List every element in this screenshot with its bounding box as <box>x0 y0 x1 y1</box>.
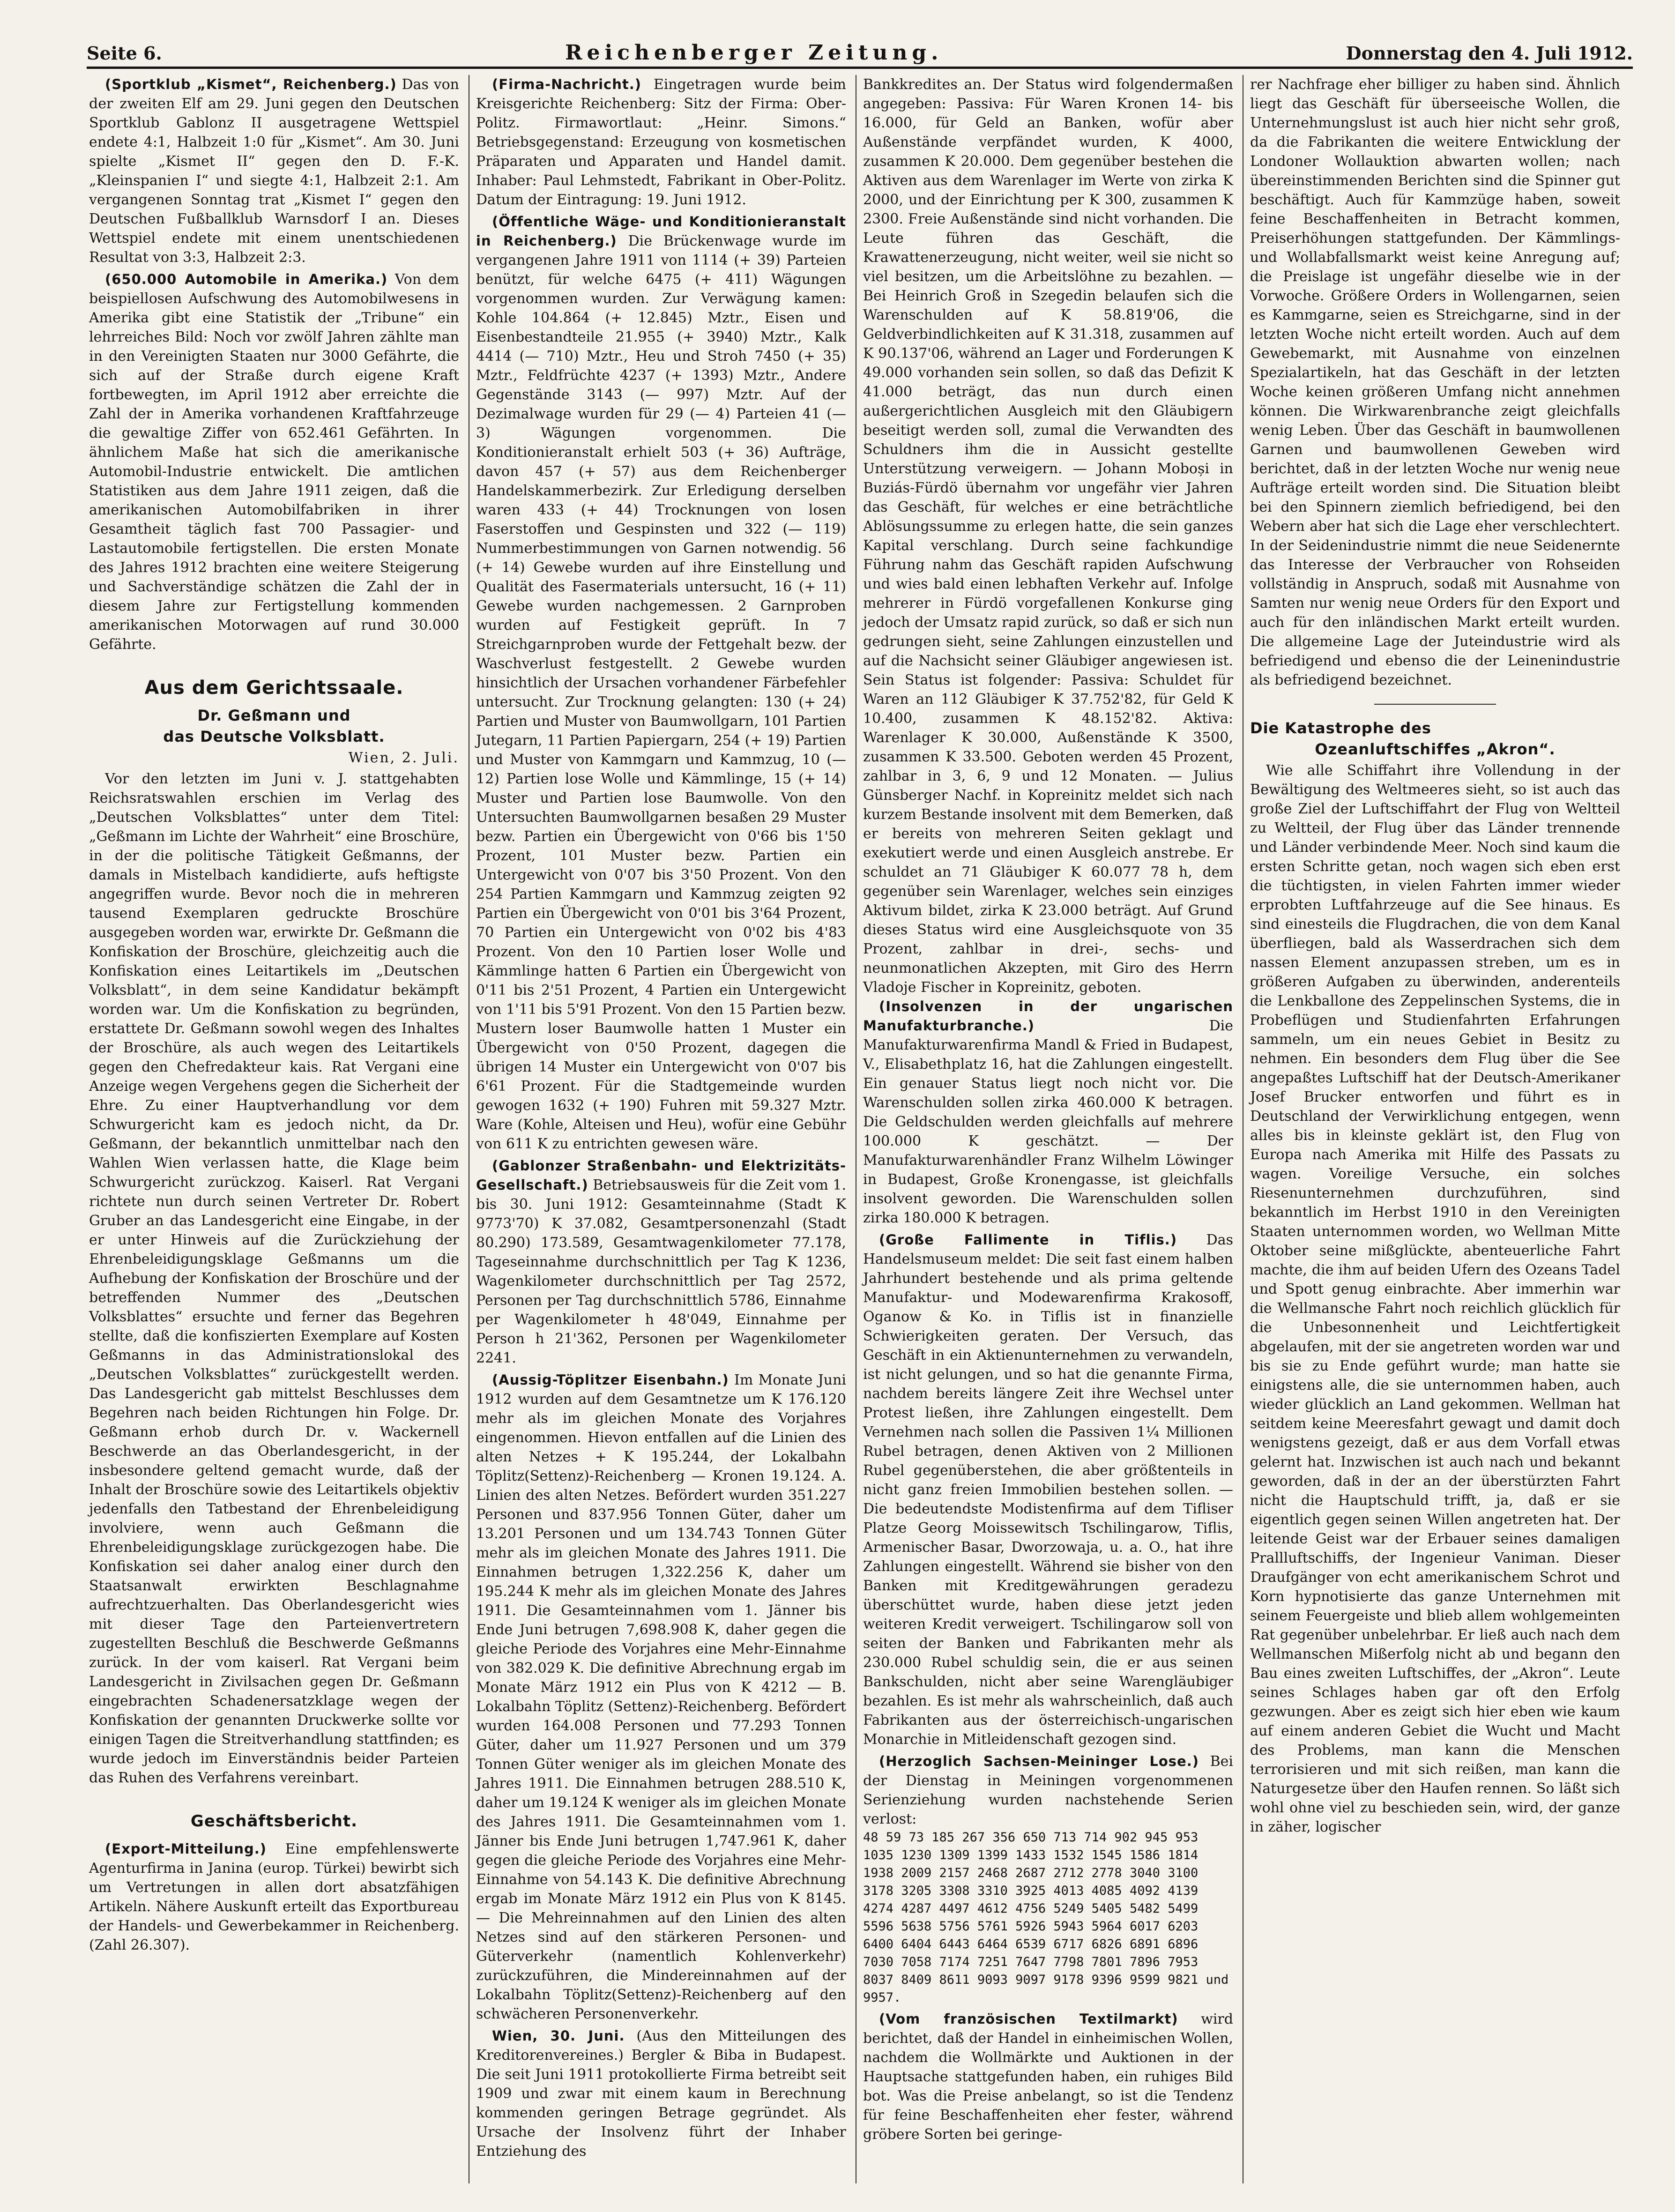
article-kismet <box>89 75 459 267</box>
dateline: Wien, 2. Juli. <box>348 750 459 766</box>
article-body: Die Manufakturwarenfirma Mandl & Fried in Budapest, V., Elisabethplatz 16, hat die Zahlungen eingestellt. Ein genauer Status liegt noch nicht vor. Die Warenschulden sollen zirka 460.000 K betragen. Die Geldschulden werden gleichfalls auf mehrere 100.000 K geschätzt. — Der Manufakturwarenhändler Franz Wilhelm Löwinger in Budapest, Große Kronengasse, ist gleichfalls insolvent geworden. Die Warenschulden sollen zirka 180.000 K betragen. <box>863 1018 1233 1226</box>
article-body: Eine empfehlenswerte Agenturfirma in Janina (europ. Türkei) bewirbt sich um Vertretungen in allen dort absatzfähigen Artikeln. Nähere Auskunft erteilt das Exportbureau der Handels- und Gewerbekammer in Reichenberg. (Zahl 26.307). <box>89 1841 459 1953</box>
article-wien <box>476 2026 846 2161</box>
article-body: Das Handelsmuseum meldet: Die seit fast einem halben Jahrhundert bestehende und als prima geltende Manufaktur- und Modewarenfirma Krakosoff, Oganow & Ko. in Tiflis ist in finanzielle Schwierigkeiten geraten. Der Versuch, das Geschäft in ein Aktienunternehmen zu verwandeln, ist nicht gelungen, und so hat die genannte Firma, nachdem bereits längere Zeit ihre Wechsel unter Protest ließen, ihre Zahlungen eingestellt. Dem Vernehmen nach sollen die Passiven 1¼ Millionen Rubel betragen, denen Aktiven von 2 Millionen Rubel gegenüberstehen, die aber größtenteils in nicht ganz freien Immobilien bestehen sollen. — Die bedeutendste Modistenfirma auf dem Tifliser Platze Georg Moissewitsch Tschilingarow, Tiflis, Armenischer Basar, Dworzowaja, u. a. O., hat ihre Zahlungen eingestellt. Während sie bisher von den Banken mit Kreditgewährungen geradezu überschüttet wurde, haben diese jetzt jeden weiteren Kredit verweigert. Tschilingarow soll von seiten der Banken und Fabrikanten mehr als 230.000 Rubel schuldig sein, die er aus seinen Bankschulden, nicht aber seine Warengläubiger bezahlen. Es ist mehr als wahrscheinlich, daß auch Fabrikanten aus der österreichisch-ungarischen Monarchie in Mitleidenschaft gezogen sind. <box>863 1232 1234 1748</box>
article-meininger <box>863 1752 1236 2007</box>
article-heading: (Insolvenzen in der ungarischen Manufakturbranche.) <box>863 998 1233 1034</box>
column-4 <box>1250 75 1620 2188</box>
page-number: Seite 6. <box>87 43 162 64</box>
article-heading: (Sportklub „Kismet“, Reichenberg.) <box>105 76 397 92</box>
article-heading: (650.000 Automobile in Amerika.) <box>105 271 388 287</box>
article-gablonz <box>476 1156 846 1368</box>
masthead <box>87 37 1633 69</box>
article-heading: (Große Fallimente in Tiflis.) <box>879 1232 1177 1248</box>
column-1 <box>89 75 459 2188</box>
column-2 <box>476 75 846 2188</box>
article-automobile <box>89 270 459 654</box>
case-title-line-1: Dr. Geßmann und <box>197 707 351 724</box>
article-body: Die Brückenwage wurde im vergangenen Jahre 1911 von 1114 (+ 39) Parteien benützt, für welche 6475 (+ 411) Wägungen vorgenommen wurden. Zur Verwägung kamen: Kohle 104.864 (+ 12.845) Mztr., Eisen und Eisenbestandteile 21.955 (+ 3940) Mztr., Kalk 4414 (— 710) Mztr., Heu und Stroh 7450 (+ 35) Mztr., Feldfrüchte 4237 (+ 1393) Mztr., Andere Gegenstände 3143 (— 997) Mztr. Auf der Dezimalwage wurden für 29 (— 4) Parteien 41 (— 3) Wägungen vorgenommen. Die Konditionieranstalt erhielt 503 (+ 36) Aufträge, davon 457 (+ 57) aus dem Reichenberger Handelskammerbezirk. Zur Erledigung derselben waren 433 (+ 44) Trocknungen von losen Faserstoffen und Gespinsten und 322 (— 119) Nummerbestimmungen von Garnen notwendig. 56 (+ 14) Gewebe wurden auf ihre Einstellung und Qualität des Fasermaterials untersucht, 16 (+ 11) Gewebe wurden nachgemessen. 2 Garnproben wurden auf Festigkeit geprüft. In 7 Streichgarnproben wurde der Fettgehalt bezw. der Waschverlust festgestellt. 2 Gewebe wurden hinsichtlich der Ursachen vorhandener Färbefehler untersucht. Zur Trocknung gelangten: 130 (+ 24) Partien und Muster von Baumwollgarn, 101 Partien Jutegarn, 11 Partien Papiergarn, 254 (+ 19) Partien und Muster von Kammgarn und Kammzug, 10 (— 12) Partien lose Wolle und Kämmlinge, 15 (+ 14) Muster und Partien lose Baumwolle. Von den Untersuchten Baumwollgarnen besaßen 29 Muster bezw. Partien ein Übergewicht von 0'66 bis 1'50 Prozent, 101 Muster bezw. Partien ein Untergewicht von 0'07 bis 3'50 Prozent. Von den 254 Partien Kammgarn und Kammzug zeigten 92 Partien ein Übergewicht von 0'01 bis 3'64 Prozent, 70 Partien ein Untergewicht von 0'02 bis 4'83 Prozent. Von den 10 Partien loser Wolle und Kämmlinge hatten 6 Partien ein Übergewicht von 0'11 bis 2'51 Prozent, 4 Partien ein Untergewicht von 1'11 bis 5'91 Prozent. Von den 15 Partien bezw. Mustern loser Baumwolle hatten 1 Muster ein Übergewicht von 0'50 Prozent, dagegen die übrigen 14 Muster ein Untergewicht von 0'07 bis 6'61 Prozent. Für die Stadtgemeinde wurden gewogen 1632 (+ 190) Fuhren mit 59.327 Mztr. Ware (Kohle, Alteisen und Heu), wofür eine Gebühr von 611 K zu entrichten gewesen wäre. <box>476 233 846 1152</box>
article-heading: (Öffentliche Wäge- und Konditionieranstalt in Reichenberg.) <box>476 214 846 249</box>
article-body-continued: rer Nachfrage eher billiger zu haben sind. Ähnlich liegt das Geschäft für überseeische Wollen, die Unternehmungslust ist auch hier nicht sehr groß, da die Fabrikanten die weitere Entwicklung der Londoner Wollauktion abwarten wollen; nach übereinstimmenden Berichten sind die Spinner gut beschäftigt. Auch für Kammzüge haben, soweit feine Beschaffenheiten in Betracht kommen, Preiserhöhungen stattgefunden. Der Kämmlings- und Wollabfallsmarkt weist keine Anregung auf; die Preislage ist ungefähr dieselbe wie in der Vorwoche. Größere Orders in Wollengarnen, seien es Kammgarne, seien es Streichgarne, sind in der letzten Woche nicht erteilt worden. Auch auf dem Gewebemarkt, mit Ausnahme von einzelnen Spezialartikeln, hat das Geschäft in der letzten Woche keinen größeren Umfang nicht annehmen können. Die Wirkwarenbranche zeigt gleichfalls wenig Leben. Über das Geschäft in baumwollenen Garnen und baumwollenen Geweben wird berichtet, daß in der letzten Woche nur wenig neue Aufträge erteilt worden sind. Die Situation bleibt bei den Spinnern ziemlich befriedigend, bei den Webern aber hat sich die Lage eher verschlechtert. In der Seidenindustrie nimmt die neue Seidenernte das Interesse der Verbraucher von Rohseiden vollständig in Anspruch, sodaß mit Ausnahme von Samten nur wenig neue Orders für den Export und auch für den inländischen Markt erteilt wurden. Die allgemeine Lage der Juteindustrie wird als befriedigend und ebenso die der Leinenindustrie als befriedigend bezeichnet. <box>1250 76 1620 688</box>
article-body-continued: Bankkredites an. Der Status wird folgendermaßen angegeben: Passiva: Für Waren Kronen 14- bis 16.000, für Geld an Banken, wofür aber Außenstände verpfändet wurden, K 4000, zusammen K 20.000. Dem gegenüber bestehen die Aktiven aus dem Warenlager im Werte von zirka K 2000, und der Einrichtung per K 300, zusammen K 2300. Freie Außenstände sind nicht vorhanden. Die Leute führen das Geschäft, die Krawattenerzeugung, nicht weiter, weil sie nicht so viel besitzen, um die Arbeitslöhne zu bezahlen. — Bei Heinrich Groß in Szegedin belaufen sich die Warenschulden auf K 58.819'06, die Geldverbindlichkeiten auf K 31.318, zusammen auf K 90.137'06, während an Lager und Forderungen K 49.000 vorhanden sein sollen, so daß das Defizit K 41.000 beträgt, das nun durch einen außergerichtlichen Ausgleich mit den Gläubigern beseitigt werden soll, zumal die Verwandten des Schuldners ihm die in Aussicht gestellte Unterstützung verweigern. — Johann Moboși in Buziás-Fürdö übernahm vor ungefähr vier Jahren das Geschäft, für welches er eine beträchtliche Ablösungssumme zu erlegen hatte, die sein ganzes Kapital verschlang. Durch seine fachkundige Führung nahm das Geschäft rapiden Aufschwung und wies bald einen lebhaften Verkehr auf. Infolge mehrerer in Fürdö vorgefallenen Konkurse ging jedoch der Umsatz rapid zurück, so daß er sich nun gedrungen sieht, seine Zahlungen einzustellen und auf die Nachsicht seiner Gläubiger angewiesen ist. Sein Status ist folgender: Passiva: Schuldet für Waren an 112 Gläubiger K 37.752'82, für Geld K 10.400, zusammen K 48.152'82. Aktiva: Warenlager K 30.000, Außenstände K 3500, zusammen K 33.500. Geboten werden 45 Prozent, zahlbar in 3, 6, 9 und 12 Monaten. — Julius Günsberger Nachf. in Kopreinitz meldet sich nach kurzem Bestande insolvent mit dem Bemerken, daß er bereits von mehreren Seiten geklagt und exekutiert werde und einen Ausgleich anstrebe. Er schuldet an 71 Gläubiger K 60.077 78 h, dem gegenüber sein Warenlager, welches sein einziges Aktivum bildet, zirka K 23.000 beträgt. Auf Grund dieses Status wird eine Ausgleichsquote von 35 Prozent, zahlbar in drei-, sechs- und neunmonatlichen Akzepten, mit Giro des Herrn Vladoje Fischer in Kopreinitz, geboten. <box>863 76 1233 996</box>
article-body: Eingetragen wurde beim Kreisgerichte Reichenberg: Sitz der Firma: Ober-Politz. Firmawortlaut: „Heinr. Simons.“ Betriebsgegenstand: Erzeugung von kosmetischen Präparaten und Apparaten und Handel damit. Inhaber: Paul Lehmstedt, Fabrikant in Ober-Politz. Datum der Eintragung: 19. Juni 1912. <box>476 76 846 208</box>
article-body: Das von der zweiten Elf am 29. Juni gegen den Deutschen Sportklub Gablonz II ausgetragene Wettspiel endete 4:1, Halbzeit 1:0 für „Kismet“. Am 30. Juni spielte „Kismet II“ gegen den D. F.-K. „Kleinspanien I“ und siegte 4:1, Halbzeit 2:1. Am vergangenen Sonntag trat „Kismet I“ gegen den Deutschen Fußballklub Warnsdorf I an. Dieses Wettspiel endete mit einem unentschiedenen Resultat von 3:3, Halbzeit 2:3. <box>89 76 459 266</box>
article-body-court: Vor den letzten im Juni v. J. stattgehabten Reichsratswahlen erschien im Verlag des „Deutschen Volksblattes“ unter dem Titel: „Geßmann im Lichte der Wahrheit“ eine Broschüre, in der die politische Tätigkeit Geßmanns, der damals in Mistelbach kandidierte, aufs heftigste angegriffen wurde. Bevor noch die in mehreren tausend Exemplaren gedruckte Broschüre ausgegeben worden war, erwirkte Dr. Geßmann die Konfiskation der Broschüre, gleichzeitig auch die Konfiskation eines Leitartikels im „Deutschen Volksblatt“, in dem seine Kandidatur bekämpft worden war. Um die Konfiskation zu begründen, erstattete Dr. Geßmann sowohl wegen des Inhaltes der Broschüre, als auch wegen des Leitartikels gegen den Chefredakteur kais. Rat Vergani eine Anzeige wegen Vergehens gegen die Sicherheit der Ehre. Zu einer Hauptverhandlung vor dem Schwurgericht kam es jedoch nicht, da Dr. Geßmann, der bekanntlich unmittelbar nach den Wahlen Wien verlassen hatte, die Klage beim Schwurgericht zurückzog. Kaiserl. Rat Vergani richtete nun durch seinen Vertreter Dr. Robert Gruber an das Landesgericht eine Eingabe, in der er unter Hinweis auf die Zurückziehung der Ehrenbeleidigungsklage Geßmanns um die Aufhebung der Konfiskation der Broschüre und der betreffenden Nummer des „Deutschen Volksblattes“ ersuchte und ferner das Begehren stellte, daß die konfiszierten Exemplare auf Kosten Geßmanns in das Administrationslokal des „Deutschen Volksblattes“ zurückgestellt werden. Das Landesgericht gab mittelst Beschlusses dem Begehren nach beiden Richtungen hin Folge. Dr. Geßmann erhob durch Dr. v. Wackernell Beschwerde an das Oberlandesgericht, in der insbesondere geltend gemacht wurde, daß der Inhalt der Broschüre sowie des Leitartikels objektiv jedenfalls den Tatbestand der Ehrenbeleidigung involviere, wenn auch Geßmann die Ehrenbeleidigungsklage zurückgezogen habe. Die Konfiskation sei daher analog einer durch den Staatsanwalt erwirkten Beschlagnahme aufrechtzuerhalten. Das Oberlandesgericht wies mit dieser Tage den Parteienvertretern zugestellten Beschluß die Beschwerde Geßmanns zurück. In der vom kaiserl. Rat Vergani beim Landesgericht in Zivilsachen gegen Dr. Geßmann eingebrachten Schadenersatzklage wegen der Konfiskation der genannten Druckwerke sollte vor einigen Tagen die Streitverhandlung stattfinden; es wurde jedoch im Einverständnis beider Parteien das Ruhen des Verfahrens vereinbart. <box>89 771 459 1786</box>
article-heading: (Firma-Nachricht.) <box>492 76 642 92</box>
article-export <box>89 1840 459 1955</box>
article-waage <box>476 212 846 1154</box>
article-body: Betriebsausweis für die Zeit vom 1. bis 30. Juni 1912: Gesamteinnahme (Stadt K 9773'70) K 37.082, Gesamtpersonenzahl (Stadt 80.290) 173.589, Gesamtwagenkilometer 77.178, Tageseinnahme durchschnittlich per Tag K 1236, Wagenkilometer durchschnittlich per Tag 2572, Personen per Tag durchschnittlich 5786, Einnahme per Wagenkilometer h 48'049, Einnahme per Person h 21'362, Personen per Wagenkilometer 2241. <box>476 1177 846 1366</box>
article-heading: (Vom französischen Textilmarkt) <box>879 2011 1178 2027</box>
article-heading: (Export-Mitteilung.) <box>105 1841 267 1857</box>
section-title-court: Aus dem Gerichtssaale. <box>144 677 404 699</box>
article-body: (Aus den Mitteilungen des Kreditorenvereines.) Bergler & Biba in Budapest. Die seit Juni 1911 protokollierte Firma betreibt seit 1909 und zwar mit einem kaum in Berechnung kommenden geringen Betrage gegründet. Als Ursache der Insolvenz führt der Inhaber Entziehung des <box>476 2028 846 2160</box>
article-aussig <box>476 1370 846 2024</box>
newspaper-title: Reichenberger Zeitung. <box>565 41 943 65</box>
column-3 <box>863 75 1236 2188</box>
article-body: Von dem beispiellosen Aufschwung des Automobilwesens in Amerika gibt eine Statistik der „Tribune“ ein lehrreiches Bild: Noch vor zwölf Jahren zählte man in den Vereinigten Staaten nur 3000 Gefährte, die sich auf der Straße durch eigene Kraft fortbewegten, im April 1912 aber erreichte die Zahl der in Amerika vorhandenen Kraftfahrzeuge die gewaltige Ziffer von 652.461 Gefährten. In ähnlichem Maße hat sich die amerikanische Automobil-Industrie entwickelt. Die amtlichen Statistiken aus dem Jahre 1911 zeigen, daß die amerikanischen Automobilfabriken in ihrer Gesamtheit täglich fast 700 Passagier- und Lastautomobile fertigstellen. Die ersten Monate des Jahres 1912 brachten eine weitere Steigerung und Sachverständige schätzen die Zahl der in diesem Jahre zur Fertigstellung kommenden amerikanischen Motorwagen auf rund 30.000 Gefährte. <box>89 271 459 653</box>
article-body: Im Monate Juni 1912 wurden auf dem Gesamtnetze um K 176.120 mehr als im gleichen Monate des Vorjahres eingenommen. Hievon entfallen auf die Linien des alten Netzes + K 195.244, der Lokalbahn Töplitz(Settenz)-Reichenberg — Kronen 19.124. A. Linien des alten Netzes. Befördert wurden 351.227 Personen und 837.956 Tonnen Güter, daher um 13.201 Personen und um 134.743 Tonnen Güter mehr als im gleichen Monate des Jahres 1911. Die Einnahmen betrugen 1,322.256 K, daher um 195.244 K mehr als im gleichen Monate des Jahres 1911. Die Gesamteinnahmen vom 1. Jänner bis Ende Juni betrugen 7,698.908 K, daher gegen die gleiche Periode des Vorjahres eine Mehr-Einnahme von 382.029 K. Die definitive Abrechnung ergab im Monate März 1912 ein Plus von K 4212 — B. Lokalbahn Töplitz (Settenz)-Reichenberg. Befördert wurden 164.008 Personen und 77.293 Tonnen Güter, daher um 11.927 Personen und um 379 Tonnen Güter weniger als im gleichen Monate des Jahres 1911. Die Einnahmen betrugen 288.510 K, daher um 19.124 K weniger als im gleichen Monate des Jahres 1911. Die Gesamteinnahmen vom 1. Jänner bis Ende Juni betrugen 1,747.961 K, daher gegen die gleiche Periode des Vorjahres eine Mehr-Einnahme von 54.143 K. Die definitive Abrechnung ergab im Monate März 1912 ein Plus von K 8145. — Die Mehreinnahmen auf den Linien des alten Netzes sind auf den stärkeren Personen- und Güterverkehr (namentlich Kohlenverkehr) zurückzuführen, die Mindereinnahmen auf der Lokalbahn Töplitz(Settenz)-Reichenberg auf den schwächeren Personenverkehr. <box>476 1372 846 2022</box>
article-tiflis <box>863 1230 1233 1749</box>
article-textil <box>863 2010 1233 2144</box>
akron-title-line-1: Die Katastrophe des <box>1250 719 1431 737</box>
section-title-business: Geschäftsbericht. <box>190 1812 358 1831</box>
article-ungarn <box>863 997 1233 1228</box>
article-heading: (Aussig-Töplitzer Eisenbahn.) <box>492 1372 729 1388</box>
article-heading: (Herzoglich Sachsen-Meininger Lose.) <box>879 1753 1199 1769</box>
article-heading: (Gablonzer Straßenbahn- und Elektrizitäts-Gesellschaft.) <box>476 1158 846 1193</box>
article-body: Bei der Dienstag in Meiningen vorgenommenen Serienziehung wurden nachstehende Serien verlost: <box>863 1753 1233 1827</box>
article-body: wird berichtet, daß der Handel in einheimischen Wollen, nachdem die Wollmärkte und Auktionen in der Hauptsache stattgefunden haben, ein ruhiges Bild bot. Was die Preise anbelangt, so ist die Tendenz für feine Beschaffenheiten eher fester, während gröbere Sorten bei geringe- <box>863 2011 1233 2143</box>
akron-title-line-2: Ozeanluftschiffes „Akron“. <box>1315 740 1556 758</box>
case-title-line-2: das Deutsche Volksblatt. <box>163 728 385 745</box>
lottery-numbers: 48 59 73 185 267 356 650 713 714 902 945 953 1035 1230 1309 1399 1433 1532 1545 1586 1814 1938 2009 2157 2468 2687 2712 2778 3040 3100 3178 3205 3308 3310 3925 4013 4085 4092 4139 4274 4287 4497 4612 4756 5249 5405 5482 5499 5596 5638 5756 5761 5926 5943 5964 6017 6203 6400 6404 6443 6464 6539 6717 6826 6891 6896 7030 7058 7174 7251 7647 7798 7801 7896 7953 8037 8409 8611 9093 9097 9178 9396 9599 9821 und 9957. <box>863 1830 1236 2005</box>
article-heading: Wien, 30. Juni. <box>492 2028 625 2044</box>
article-body-akron: Wie alle Schiffahrt ihre Vollendung in der Bewältigung des Weltmeeres sieht, so ist auch das große Ziel der Luftschiffahrt der Flug von Weltteil zu Weltteil, der Flug über das Länder trennende und Länder verbindende Meer. Noch sind kaum die ersten Schritte getan, noch wagen sich eben erst die tüchtigsten, in vielen Fahrten immer wieder erprobten Luftfahrzeuge auf die See hinaus. Es sind einesteils die Flugdrachen, die von dem Kanal überfliegen, bald als Wasserdrachen sich dem nassen Element anzupassen streben, um es in größeren Aufgaben zu überwinden, anderenteils die Lenkballone des Zeppelinschen Systems, die in Probeflügen und Studienfahrten Erfahrungen sammeln, um ein neues Gebiet in Besitz zu nehmen. Ein besonders dem Flug über die See angepaßtes Luftschiff hat der Deutsch-Amerikaner Josef Brucker entworfen und führt es in Deutschland der Verwirklichung entgegen, wenn alles bis in kleinste geklärt ist, den Flug von Europa nach Amerika mit Hilfe des Passats zu wagen. Voreilige Versuche, ein solches Riesenunternehmen durchzuführen, sind bekanntlich im Herbst 1910 in den Vereinigten Staaten unternommen worden, wo Wellman Mitte Oktober seine mißglückte, abenteuerliche Fahrt machte, die ihm auf beiden Ufern des Ozeans Tadel und Spott genug einbrachte. Aber immerhin war die Wellmansche Fahrt noch reichlich glücklich für die Unbesonnenheit und Leichtfertigkeit abgelaufen, mit der sie angetreten worden war und bis sie zu Ende geführt wurde; man hatte sie einigstens alle, die sie unternommen haben, auch wieder glücklich an Land gekommen. Wellman hat seitdem keine Meeresfahrt gewagt und damit doch wenigstens gezeigt, daß er aus dem Vorfall etwas gelernt hat. Inzwischen ist auch nach und bekannt geworden, daß in der an der überstürzten Fahrt nicht die Hauptschuld trifft, ja, daß er sie eigentlich gegen seinen Willen angetreten hat. Der leitende Geist war der Erbauer seines damaligen Prallluftschiffs, der Ingenieur Vaniman. Dieser Draufgänger von echt amerikanischem Schrot und Korn hypnotisierte das ganze Unternehmen mit seinem Feuergeiste und blieb allem wohlgemeinten Rat gegenüber unbelehrbar. Er ließ auch nach dem Wellmanschen Mißerfolg nicht ab und begann den Bau eines zweiten Luftschiffes, der „Akron“. Leute seines Schlages haben gar oft den Erfolg gezwungen. Aber es zeigt sich hier eben wie kaum auf einem anderen Gebiet die Wucht und Macht des Problems, man kann die Menschen terrorisieren und mit sich reißen, man kann die Naturgesetze über den Haufen rennen. So läßt sich wohl ohne viel zu beschieden sein, wird, der ganze in zäher, logischer <box>1250 762 1620 1835</box>
issue-date: Donnerstag den 4. Juli 1912. <box>1346 43 1633 64</box>
divider <box>1374 704 1496 705</box>
article-firma <box>476 75 846 209</box>
